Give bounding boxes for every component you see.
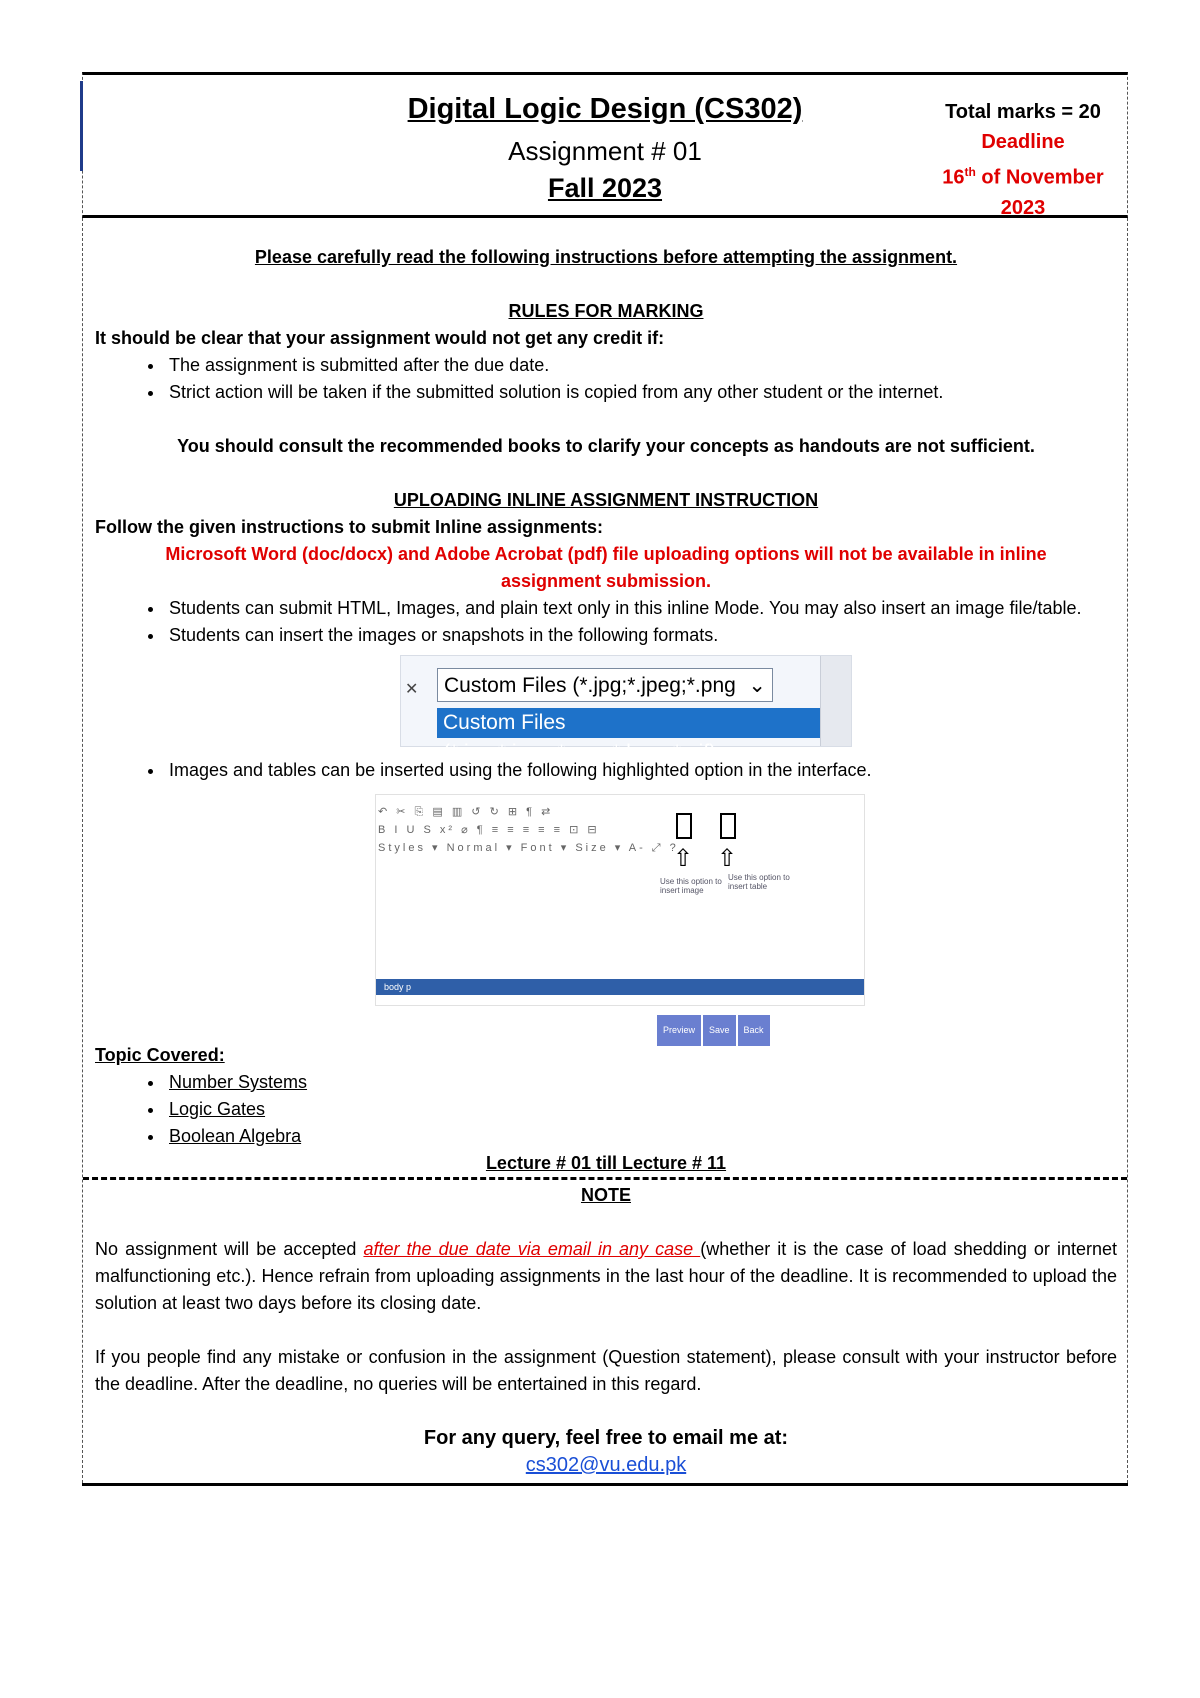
list-item: • The assignment is submitted after the due date. [165, 352, 1117, 379]
chevron-down-icon: ⌄ [748, 674, 766, 697]
upload-list [95, 595, 1117, 649]
deadline-year: 2023 [1000, 196, 1046, 219]
close-icon: ✕ [405, 681, 419, 698]
upload-intro: Follow the given instructions to submit Inline assignments: [95, 517, 604, 537]
books-note: You should consult the recommended books to clarify your concepts as handouts are not sufficient. [177, 436, 1035, 456]
list-item: • Strict action will be taken if the submitted solution is copied from any other student or the internet. [165, 379, 1117, 406]
image-option-highlight [676, 813, 692, 839]
rules-list [95, 352, 1117, 406]
course-title: Digital Logic Design (CS302) [407, 93, 803, 125]
note-paragraph-2: If you people find any mistake or confusion in the assignment (Question statement), please consult with your instructor before the deadline. After the deadline, no queries will be entertained in this regard. [95, 1347, 1117, 1394]
preview-button: Preview [657, 1015, 701, 1046]
scrollbar-edge [820, 656, 851, 746]
save-button: Save [703, 1015, 736, 1046]
list-item: • Number Systems [165, 1069, 1117, 1096]
back-button: Back [738, 1015, 770, 1046]
upload-warning: Microsoft Word (doc/docx) and Adobe Acrobat (pdf) file uploading options will not be available in inline assignment submission. [165, 544, 1047, 591]
instructions-heading: Please carefully read the following instructions before attempting the assignment. [254, 247, 958, 267]
bottom-border [82, 1483, 1128, 1486]
deadline-label: Deadline [981, 131, 1065, 153]
header-box [82, 72, 1128, 218]
editor-toolbar-row: ↶ ✂ ⎘ ▤ ▥ ↺ ↻ ⊞ ¶ ⇄ [378, 806, 554, 818]
editor-screenshot [375, 794, 865, 1006]
rules-intro: It should be clear that your assignment would not get any credit if: [95, 328, 665, 348]
up-arrow-icon: ⇧ [717, 845, 738, 872]
query-line: For any query, feel free to email me at: [423, 1427, 789, 1449]
rules-heading: RULES FOR MARKING [508, 301, 704, 321]
instructions-body [82, 218, 1128, 1483]
topics-list [95, 1069, 1117, 1150]
marks-deadline [933, 97, 1113, 223]
editor-buttons [657, 1014, 1117, 1035]
assignment-page [82, 72, 1128, 1486]
list-item: • Images and tables can be inserted using the following highlighted option in the interface. [165, 757, 1117, 784]
deadline-date: 16th of November [942, 165, 1104, 189]
list-item: • Students can insert the images or snapshots in the following formats. [165, 622, 1117, 649]
email-link[interactable]: cs302@vu.edu.pk [525, 1454, 687, 1476]
up-arrow-icon: ⇧ [673, 845, 694, 872]
file-type-option: Custom Files (*.jpg;*.jpeg;*.png;*.bmp;*.gif) [437, 708, 825, 738]
note-heading: NOTE [580, 1185, 631, 1205]
table-hint: Use this option to insert table [728, 873, 790, 891]
file-type-dropdown: Custom Files (*.jpg;*.jpeg;*.png ⌄ [437, 668, 773, 702]
editor-status-bar: body p [376, 979, 864, 995]
total-marks: Total marks = 20 [945, 101, 1101, 123]
section-divider [83, 1177, 1127, 1180]
term: Fall 2023 [547, 173, 663, 203]
file-type-screenshot [400, 655, 852, 764]
list-item: • Students can submit HTML, Images, and plain text only in this inline Mode. You may also insert an image file/table. [165, 595, 1117, 622]
image-hint: Use this option to insert image [660, 877, 722, 895]
table-option-highlight [720, 813, 736, 839]
list-item: • Boolean Algebra [165, 1123, 1117, 1150]
editor-toolbar-row: B I U S x² ⌀ ¶ ≡ ≡ ≡ ≡ ≡ ⊡ ⊟ [378, 824, 600, 836]
note-paragraph-1: No assignment will be accepted after the due date via email in any case (whether it is the case of load shedding or internet malfunctioning etc.). Hence refrain from uploading assignments in the last hour of the deadline. It is recommended to upload the solution at least two days before its closing date. [95, 1239, 1117, 1313]
lecture-range: Lecture # 01 till Lecture # 11 [485, 1153, 727, 1173]
upload-heading: UPLOADING INLINE ASSIGNMENT INSTRUCTION [393, 490, 819, 510]
editor-toolbar-row: Styles ▾ Normal ▾ Font ▾ Size ▾ A- ⤢ ? [378, 842, 679, 854]
topics-heading: Topic Covered: [95, 1045, 225, 1065]
list-item: • Logic Gates [165, 1096, 1117, 1123]
assignment-number: Assignment # 01 [508, 136, 702, 166]
